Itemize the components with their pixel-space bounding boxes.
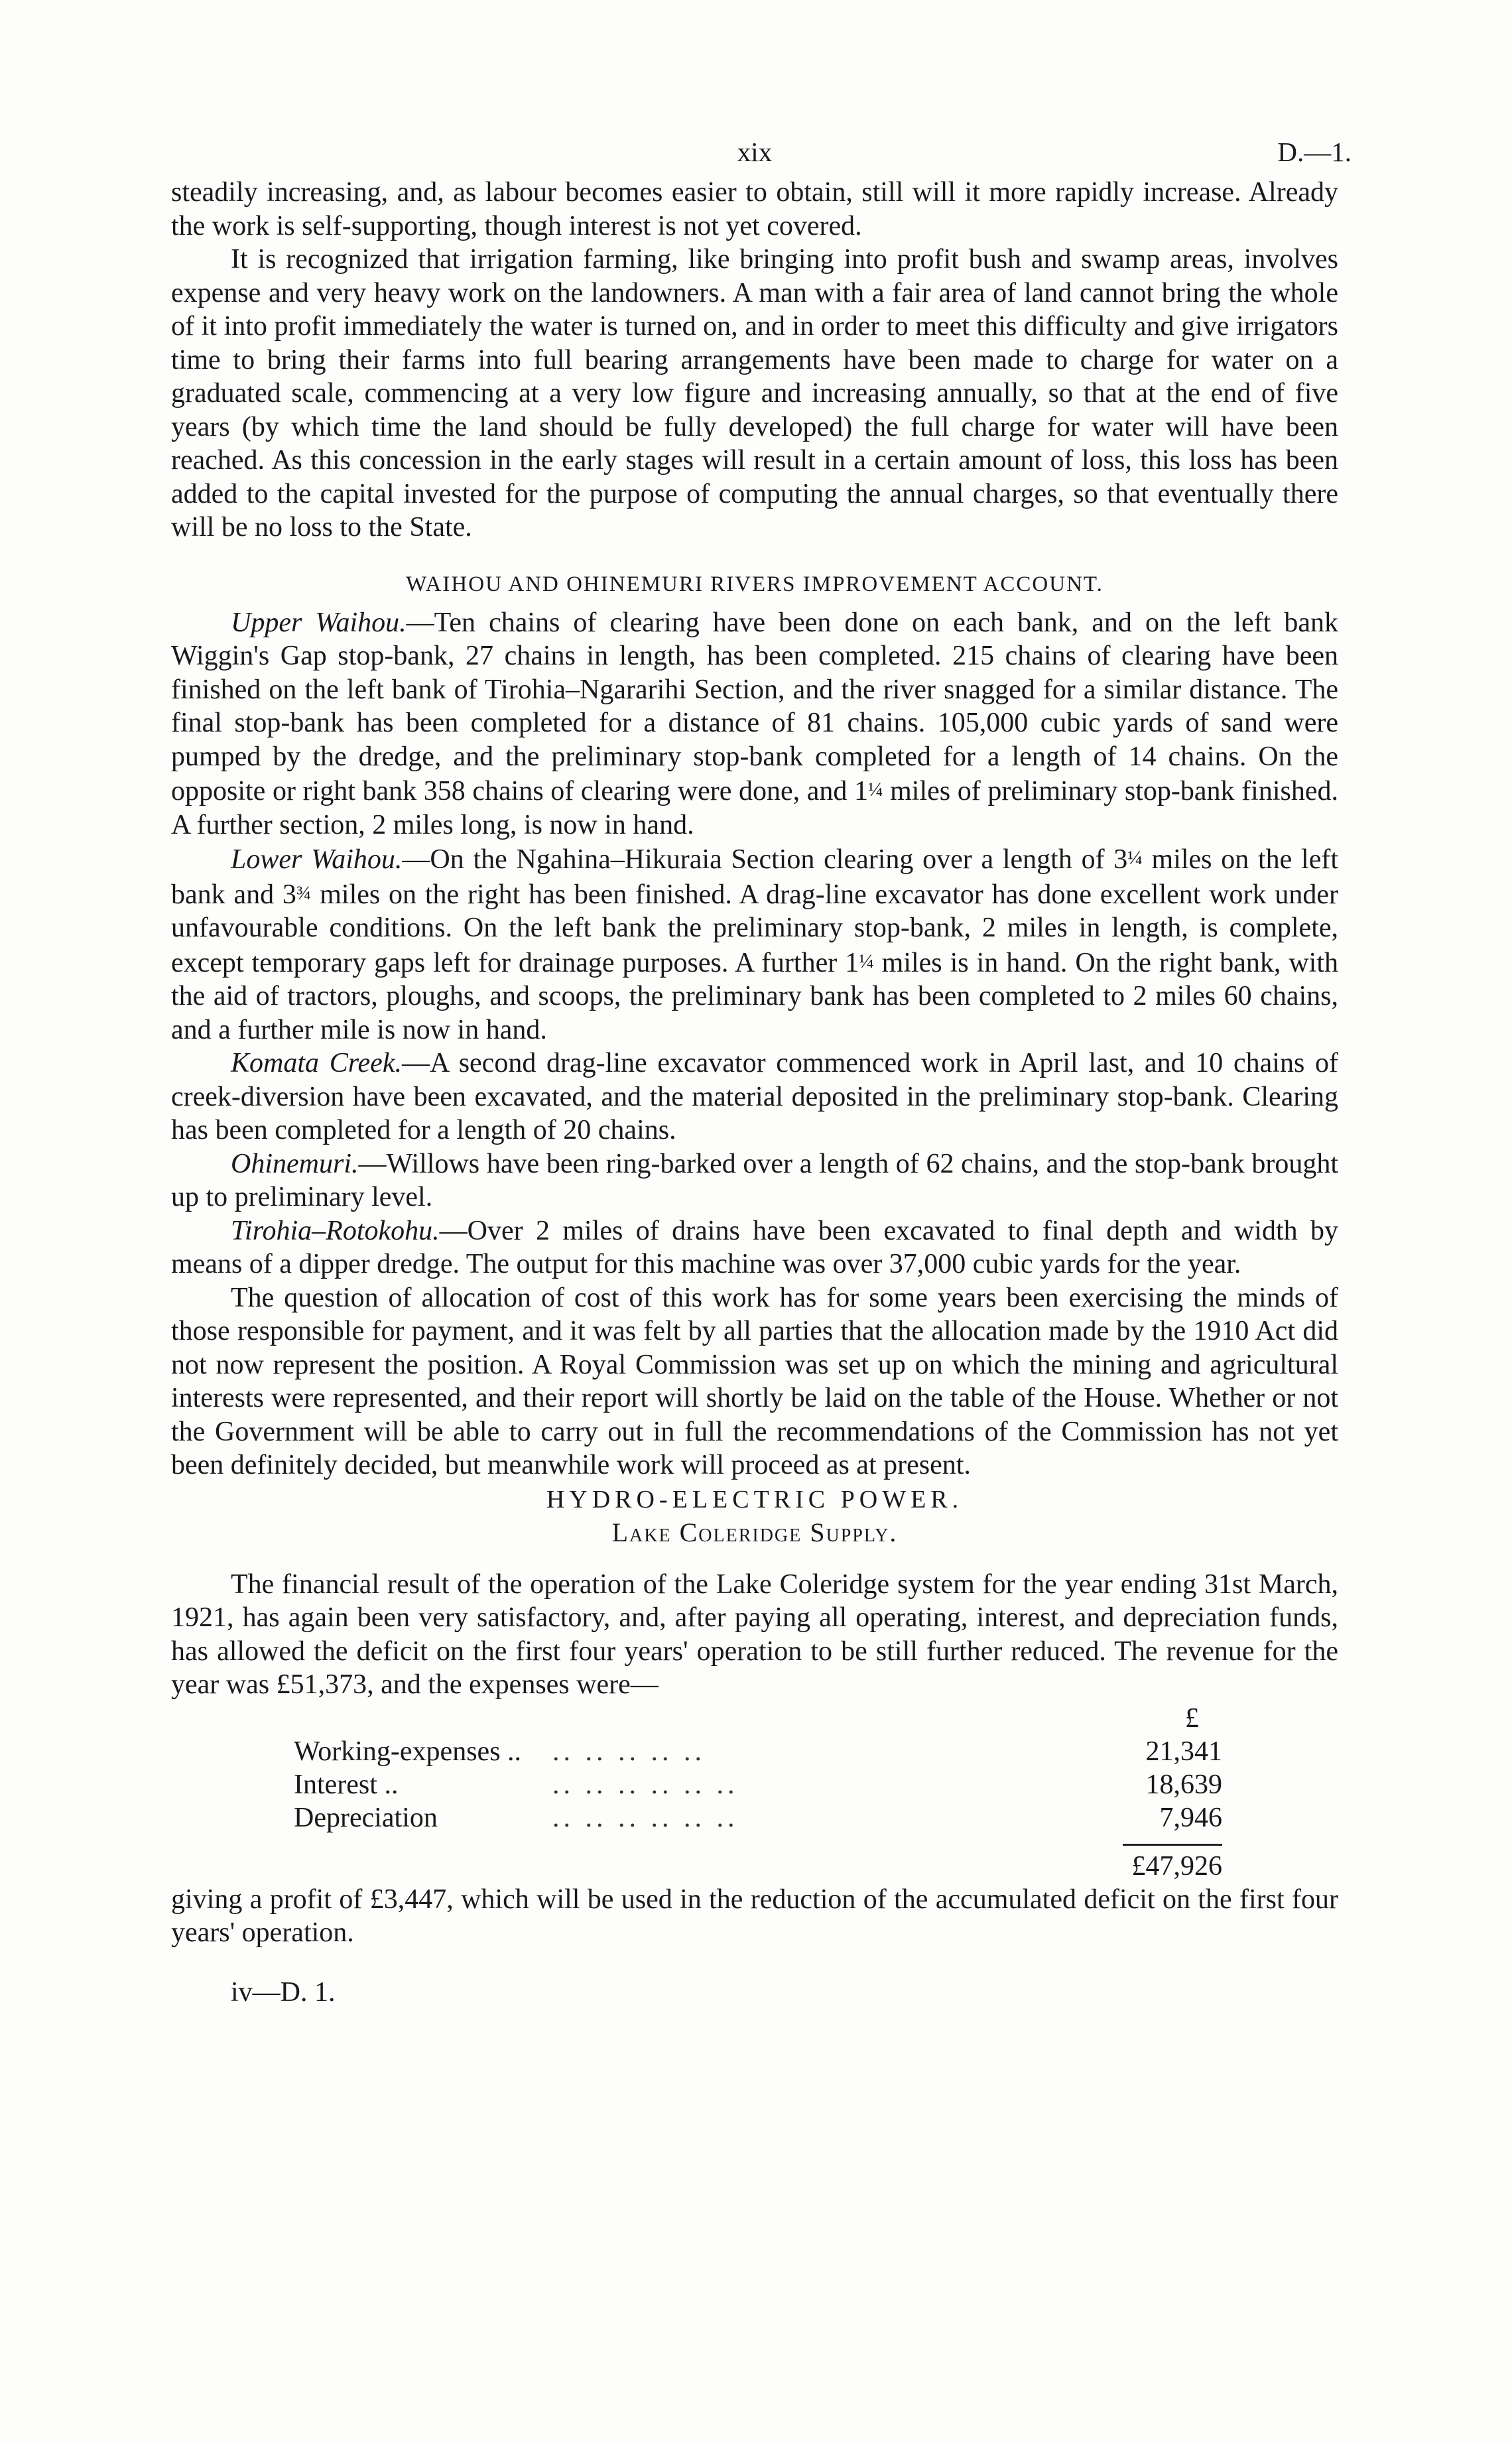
lower-waihou-fraction-2: ¾: [296, 881, 312, 904]
expense-value: 18,639: [1145, 1769, 1222, 1800]
upper-waihou-text-2: miles of preliminary stop-bank finished. A further section, 2 miles long, is now in hand.: [171, 776, 1338, 840]
komata-creek-text: —A second drag-line excavator commenced work in April last, and 10 chains of creek-diversion have been excavated, and the material deposited in the preliminary stop-bank. Clearing has been completed for a length of 20 chains.: [171, 1048, 1338, 1145]
expense-label: Working-expenses ..: [294, 1736, 522, 1767]
expense-label: Interest ..: [294, 1769, 399, 1800]
lower-waihou-text-4: miles is in hand. On the right bank, with the aid of tractors, ploughs, and scoops, the preliminary bank has been completed to 2 miles 60 chains, and a further mile is now in hand.: [171, 947, 1338, 1045]
tirohia-rotokohu-text: —Over 2 miles of drains have been excavated to final depth and width by means of a dipper dredge. The output for this machine was over 37,000 cubic yards for the year.: [171, 1215, 1338, 1279]
expense-label: Depreciation: [294, 1802, 438, 1833]
page-header: [171, 136, 1352, 176]
expense-value: 21,341: [1145, 1736, 1222, 1767]
komata-creek-title: Komata Creek.: [231, 1048, 402, 1078]
lower-waihou-fraction-1: ¼: [1127, 847, 1143, 869]
ohinemuri-text: —Willows have been ring-barked over a length of 62 chains, and the stop-bank brought up to preliminary level.: [171, 1148, 1338, 1212]
expense-row: [294, 1801, 1222, 1834]
tirohia-rotokohu-paragraph: [171, 1214, 1338, 1281]
upper-waihou-paragraph: [171, 606, 1338, 842]
lower-waihou-fraction-3: ¼: [859, 950, 874, 972]
document-reference: D.—1.: [1277, 137, 1352, 167]
ohinemuri-paragraph: [171, 1147, 1338, 1214]
signature-mark: iv—D. 1.: [231, 1976, 336, 2008]
expense-leader-dots: .. .. .. .. ..: [552, 1736, 706, 1767]
intro-paragraph-1: steadily increasing, and, as labour becomes easier to obtain, still will it more rapidly increase. Already the work is self-supporting, though interest is not yet covered.: [171, 177, 1338, 241]
document-page: [171, 136, 1352, 2008]
lake-coleridge-subheading: Lake Coleridge Supply.: [611, 1517, 898, 1547]
total-rule: [1123, 1844, 1222, 1846]
expense-row: [294, 1768, 1222, 1801]
expense-leader-dots: .. .. .. .. .. ..: [552, 1802, 739, 1833]
hydro-closing-paragraph: giving a profit of £3,447, which will be used in the reduction of the accumulated deficit on the first four years' operation.: [171, 1884, 1338, 1948]
upper-waihou-title: Upper Waihou.: [231, 607, 407, 638]
expense-leader-dots: .. .. .. .. .. ..: [552, 1769, 739, 1800]
currency-symbol: £: [1185, 1703, 1199, 1734]
ohinemuri-title: Ohinemuri.: [231, 1148, 359, 1179]
lower-waihou-paragraph: [171, 842, 1338, 1047]
intro-paragraph-2: It is recognized that irrigation farming, like bringing into profit bush and swamp areas, involves expense and very heavy work on the landowners. A man with a fair area of land cannot bring the whole of it into profit immediately the water is turned on, and in order to meet this difficulty and give irrigators time to bring their farms into full bearing arrangements have been made to charge for water on a graduated scale, commencing at a very low figure and increasing annually, so that at the end of five years (by which time the land should be fully developed) the full charge for water will have been reached. As this concession in the early stages will result in a certain amount of loss, this loss has been added to the capital invested for the purpose of computing the annual charges, so that eventually there will be no loss to the State.: [171, 244, 1338, 543]
expenses-total: £47,926: [1131, 1850, 1222, 1882]
upper-waihou-fraction: ¼: [868, 779, 883, 801]
komata-creek-paragraph: [171, 1047, 1338, 1147]
hydro-electric-heading: HYDRO-ELECTRIC POWER.: [546, 1485, 964, 1513]
lower-waihou-title: Lower Waihou.: [231, 844, 403, 875]
hydro-intro-paragraph: The financial result of the operation of the Lake Coleridge system for the year ending 31st March, 1921, has again been very satisfactory, and, after paying all operating, interest, and depreciation funds, has allowed the deficit on the first four years' operation to be still further reduced. The revenue for the year was £51,373, and the expenses were—: [171, 1569, 1338, 1700]
upper-waihou-text: —Ten chains of clearing have been done on each bank, and on the left bank Wiggin's Gap stop-bank, 27 chains in length, has been completed. 215 chains of clearing have been finished on the left bank of Tirohia–Ngararihi Section, and the river snagged for a similar distance. The final stop-bank has been completed for a distance of 81 chains. 105,000 cubic yards of sand were pumped by the dredge, and the preliminary stop-bank completed for a length of 14 chains. On the opposite or right bank 358 chains of clearing were done, and 1: [171, 607, 1339, 806]
lower-waihou-text-2: miles on the left bank and 3: [171, 844, 1338, 910]
allocation-paragraph: The question of allocation of cost of this work has for some years been exercising the minds of those responsible for payment, and it was felt by all parties that the allocation made by the 1910 Act did not now represent the position. A Royal Commission was set up on which the mining and agricultural interests were represented, and their report will shortly be laid on the table of the House. Whether or not the Government will be able to carry out in full the recommendations of the Commission has not yet been definitely decided, but meanwhile work will proceed as at present.: [171, 1282, 1338, 1480]
waihou-heading: WAIHOU AND OHINEMURI RIVERS IMPROVEMENT ACCOUNT.: [406, 572, 1103, 596]
expense-row: [294, 1735, 1222, 1768]
tirohia-rotokohu-title: Tirohia–Rotokohu.: [231, 1215, 440, 1246]
expenses-table: [294, 1702, 1222, 1883]
lower-waihou-text-1: —On the Ngahina–Hikuraia Section clearing over a length of 3: [402, 844, 1128, 875]
page-number: xix: [737, 137, 773, 167]
expense-value: 7,946: [1159, 1802, 1222, 1833]
lower-waihou-text-3: miles on the right has been finished. A drag-line excavator has done excellent work under unfavourable conditions. On the left bank the preliminary stop-bank, 2 miles in length, is complete, except temporary gaps left for drainage purposes. A further 1: [171, 879, 1338, 978]
